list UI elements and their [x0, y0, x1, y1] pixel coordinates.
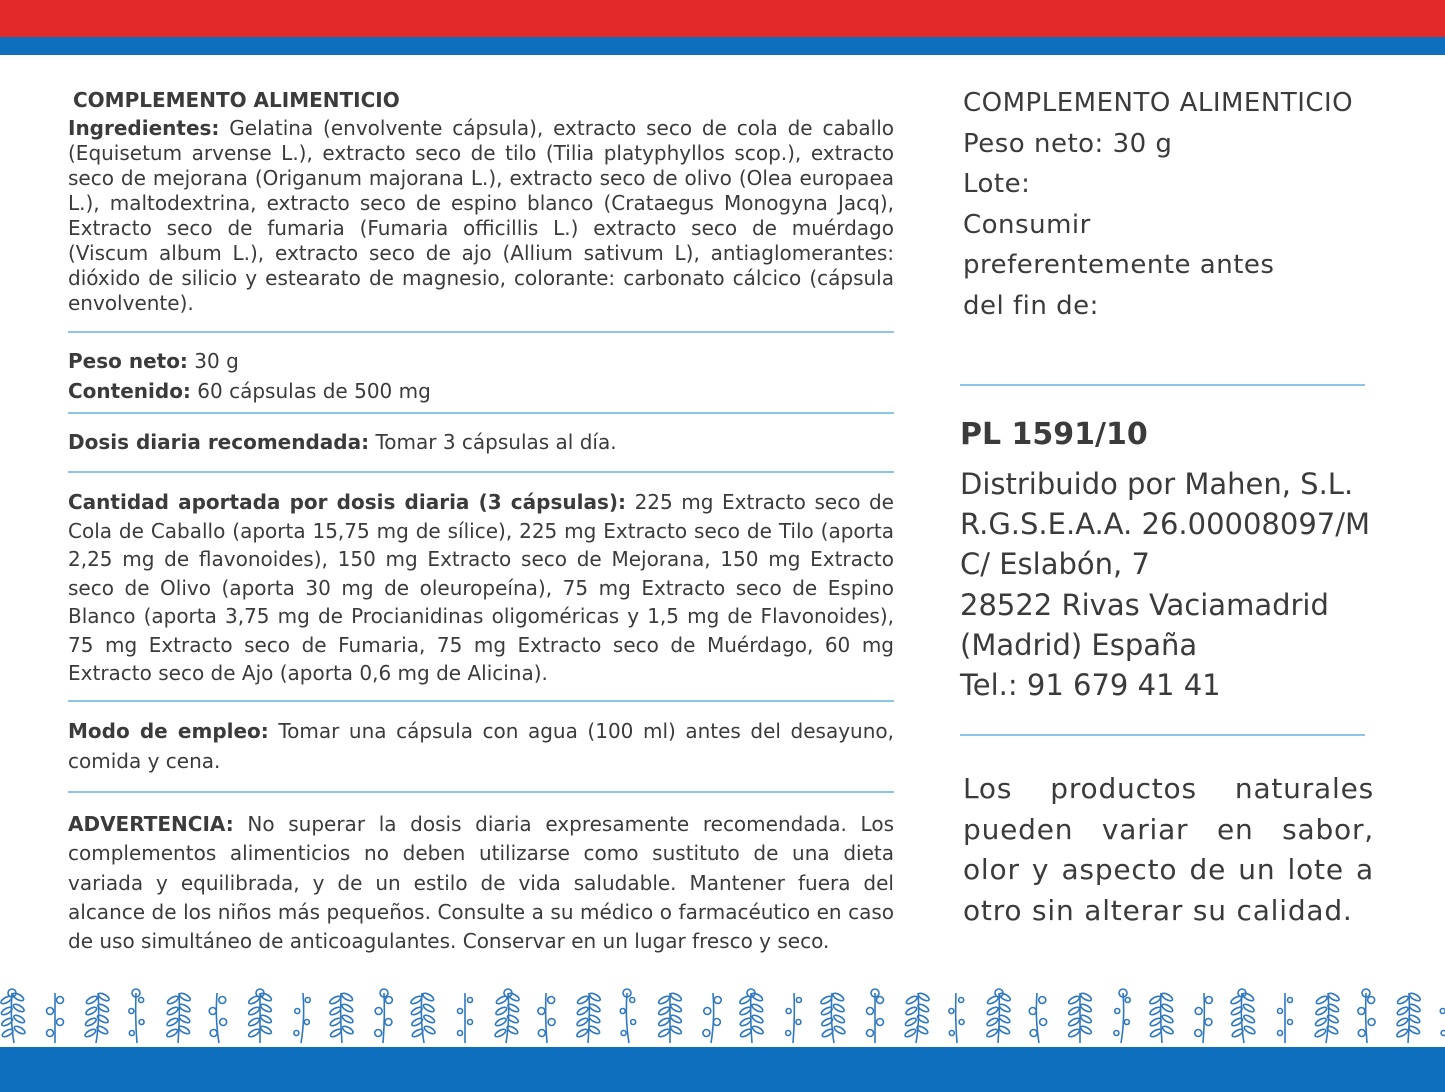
left-column — [68, 88, 894, 954]
herb-sprig-icon — [538, 993, 555, 1043]
divider — [960, 384, 1365, 386]
amount-text: 225 mg Extracto seco de Cola de Caballo (aporta 15,75 mg de sílice), 225 mg Extracto seco de Tilo (aporta 2,25 mg de flavonoides), 150 mg Extracto seco de Mejorana, 150 mg Extracto seco de Olivo (aporta 30 mg de oleuropeína), 75 mg Extracto seco de Espino Blanco (aporta 3,75 mg de Procianidinas oligoméricas y 1,5 mg de Flavonoides), 75 mg Extracto seco de Fumaria, 75 mg Extracto seco de Muérdago, 60 mg Extracto seco de Ajo (aporta 0,6 mg de Alicina). — [68, 490, 894, 685]
herb-sprig-icon — [1314, 992, 1340, 1043]
best-before-line-1: Consumir — [963, 209, 1091, 240]
label-info-block — [963, 83, 1383, 326]
herb-sprig-icon — [1278, 993, 1293, 1043]
herb-illustrations — [0, 985, 1445, 1045]
ingredients-text: Gelatina (envolvente cápsula), extracto seco de cola de caballo (Equisetum arvense L.), extracto seco de tilo (Tilia platyphyllos scop.), extracto seco de mejorana (Origanum majorana L.), extracto seco de olivo (Olea europaea L.), maltodextrina, extracto seco de espino blanco (Crataegus Monogyna Jacq), Extracto seco de fumaria (Fumaria officillis L.) extracto seco de muérdago (Viscum album L.), extracto seco de ajo (Allium sativum L), antiaglomerantes: dióxido de silicio y estearato de magnesio, colorante: carbonato cálcico (cápsula envolvente). — [68, 116, 894, 315]
herb-sprig-icon — [47, 993, 64, 1043]
divider — [68, 331, 894, 333]
top-blue-band — [0, 37, 1445, 55]
natural-products-note: Los productos naturales pueden variar en sabor, olor y aspecto de un lote a otro sin alterar su calidad. — [963, 772, 1374, 927]
content-value: 60 cápsulas de 500 mg — [190, 379, 431, 403]
distributor-line: C/ Eslabón, 7 — [960, 547, 1150, 582]
registration-number: PL 1591/10 — [960, 417, 1148, 452]
amount-section — [68, 488, 894, 688]
usage-section — [68, 716, 894, 776]
herb-sprig-icon — [1396, 992, 1422, 1043]
distributor-line: 28522 Rivas Vaciamadrid — [960, 587, 1329, 622]
herb-sprig-icon — [1230, 989, 1256, 1043]
herb-sprig-icon — [494, 989, 520, 1043]
herb-sprig-icon — [129, 989, 144, 1043]
divider — [68, 700, 894, 702]
lot-label: Lote: — [963, 169, 1031, 199]
herb-sprig-icon — [739, 989, 765, 1043]
divider — [68, 471, 894, 473]
right-net-weight: Peso neto: 30 g — [963, 128, 1173, 159]
divider — [68, 791, 894, 793]
herb-sprig-icon — [1358, 989, 1375, 1043]
herb-sprig-icon — [294, 993, 310, 1043]
net-weight-value: 30 g — [187, 349, 239, 373]
distributor-block — [960, 464, 1380, 705]
dose-value: Tomar 3 cápsulas al día. — [369, 430, 617, 454]
herb-sprig-icon — [703, 993, 721, 1043]
content-label: Contenido: — [68, 379, 191, 403]
dose-section — [68, 430, 894, 455]
herb-sprig-icon — [867, 989, 884, 1043]
top-red-band — [0, 0, 1445, 37]
herb-sprig-icon — [1114, 989, 1130, 1043]
best-before-line-3: del fin de: — [963, 290, 1099, 321]
net-weight-label: Peso neto: — [68, 349, 188, 373]
usage-text: Tomar una cápsula con agua (100 ml) antes del desayuno, comida y cena. — [68, 719, 894, 773]
herb-sprig-icon — [458, 993, 473, 1043]
distributor-line: R.G.S.E.A.A. 26.00008097/M — [960, 507, 1371, 542]
herb-sprig-icon — [949, 993, 964, 1043]
herb-sprig-icon — [1068, 992, 1093, 1043]
herb-sprig-icon — [248, 989, 273, 1043]
warning-section — [68, 810, 894, 956]
herb-sprig-icon — [786, 993, 802, 1043]
herb-sprig-icon — [820, 992, 846, 1043]
weight-section — [68, 346, 894, 406]
amount-label: Cantidad aportada por dosis diaria (3 cápsulas): — [68, 490, 627, 514]
herb-sprig-icon — [329, 992, 355, 1043]
herb-sprig-icon — [209, 993, 226, 1043]
warning-text: No superar la dosis diaria expresamente recomendada. Los complementos alimenticios no deben utilizarse como sustituto de una dieta variada y equilibrada, y de un estilo de vida saludable. Mantener fuera del alcance de los niños más pequeños. Consulte a su médico o farmacéutico en caso de uso simultáneo de anticoagulantes. Conservar en un lugar fresco y seco. — [68, 812, 894, 954]
herb-sprig-icon — [904, 992, 930, 1043]
distributor-line: (Madrid) España — [960, 627, 1198, 662]
usage-label: Modo de empleo: — [68, 719, 269, 743]
bottom-blue-band — [0, 1047, 1445, 1092]
divider — [960, 734, 1365, 736]
right-header: COMPLEMENTO ALIMENTICIO — [963, 88, 1354, 118]
divider — [68, 412, 894, 414]
distributor-line: Distribuido por Mahen, S.L. — [960, 467, 1354, 501]
herb-sprig-icon — [620, 989, 635, 1043]
herb-sprig-icon — [658, 992, 683, 1043]
best-before-line-2: preferentemente antes — [963, 250, 1275, 280]
left-header: COMPLEMENTO ALIMENTICIO — [73, 88, 400, 112]
warning-label: ADVERTENCIA: — [68, 812, 234, 836]
herb-sprig-icon — [1029, 993, 1046, 1043]
herb-sprig-icon — [84, 992, 110, 1043]
herb-sprig-icon — [1149, 992, 1175, 1043]
dose-label: Dosis diaria recomendada: — [68, 430, 370, 454]
herb-sprig-icon — [986, 989, 1012, 1043]
distributor-line: Tel.: 91 679 41 41 — [960, 668, 1221, 703]
herb-sprig-icon — [375, 989, 393, 1043]
ingredients-section — [68, 116, 894, 316]
herb-sprig-icon — [1440, 993, 1445, 1043]
herb-sprig-icon — [576, 992, 602, 1043]
ingredients-label: Ingredientes: — [68, 116, 220, 140]
herb-sprig-icon — [0, 989, 26, 1043]
herb-sprig-icon — [166, 992, 192, 1043]
herb-sprig-icon — [1195, 993, 1213, 1043]
herb-sprig-icon — [410, 992, 436, 1043]
